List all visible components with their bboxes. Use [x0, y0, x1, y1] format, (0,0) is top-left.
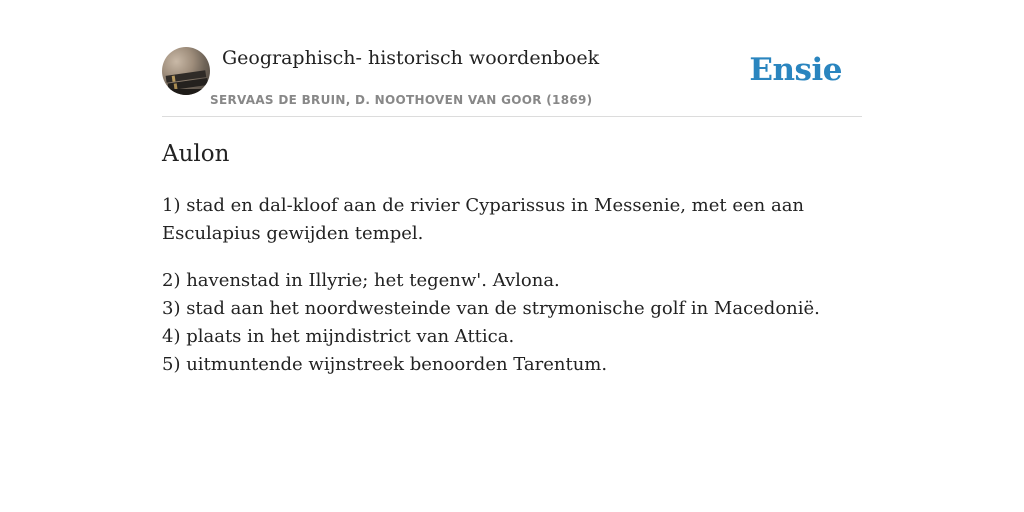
definition-line: 5) uitmuntende wijnstreek benoorden Tarentum.: [162, 354, 608, 375]
definition-paragraph-1: 1) stad en dal-kloof aan de rivier Cyparissus in Messenie, met een aan Esculapius gewijden tempel.: [162, 195, 805, 244]
book-cover-thumbnail[interactable]: [162, 47, 210, 95]
ensie-logo-link[interactable]: Ensie: [749, 52, 842, 88]
book-title[interactable]: Geographisch- historisch woordenboek: [222, 47, 600, 69]
definition-line: 3) stad aan het noordwesteinde van de strymonische golf in Macedonië.: [162, 298, 820, 319]
source-header: [162, 46, 862, 117]
books-icon: [162, 47, 210, 95]
definition-paragraph-2: [162, 267, 862, 379]
entry-body: [162, 192, 862, 398]
book-authors: SERVAAS DE BRUIN, D. NOOTHOVEN VAN GOOR (1869): [210, 93, 593, 107]
definition-line: 2) havenstad in Illyrie; het tegenw'. Avlona.: [162, 270, 560, 291]
entry-card: [162, 0, 862, 512]
definition-line: 4) plaats in het mijndistrict van Attica.: [162, 326, 515, 347]
entry-title: Aulon: [162, 141, 230, 167]
